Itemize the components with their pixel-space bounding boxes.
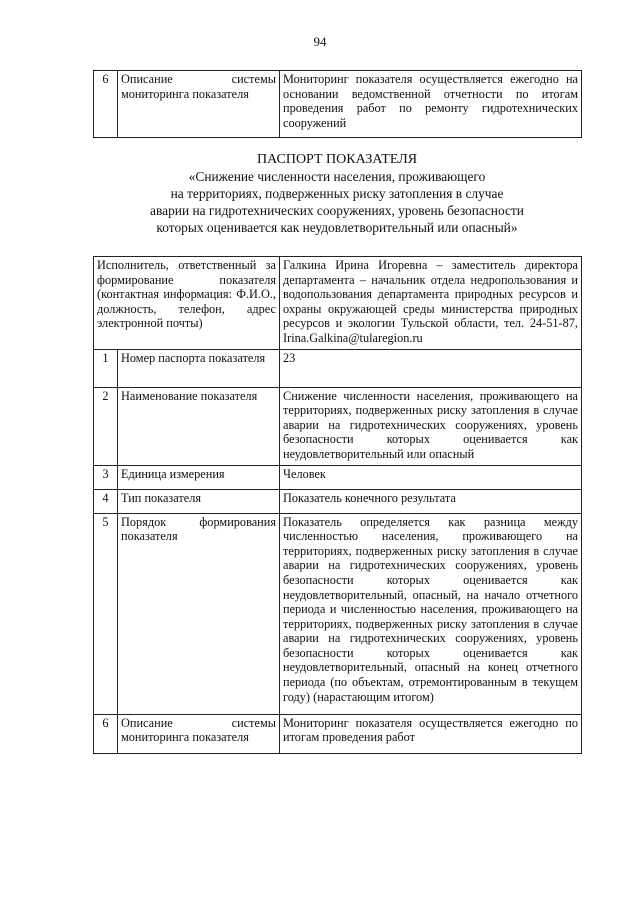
executor-label: Исполнитель, ответственный за формирование показателя (контактная информация: Ф.И.О., должность, телефон, адрес электронной почты)	[94, 257, 280, 350]
row-value: Человек	[280, 465, 582, 489]
row-value: Показатель конечного результата	[280, 489, 582, 513]
row-number: 2	[94, 387, 118, 465]
table-row	[94, 714, 582, 753]
row-label: Единица измерения	[118, 465, 280, 489]
row-label: Наименование показателя	[118, 387, 280, 465]
continued-table	[93, 70, 582, 138]
page-number: 94	[313, 34, 327, 49]
table-row	[94, 513, 582, 714]
passport-subtitle-line: на территориях, подверженных риску затопления в случае	[170, 186, 504, 201]
passport-subtitle-line: аварии на гидротехнических сооружениях, уровень безопасности	[150, 203, 524, 218]
row-label: Тип показателя	[118, 489, 280, 513]
row-number: 6	[94, 71, 118, 138]
passport-subtitle-line: которых оценивается как неудовлетворительный или опасный»	[156, 220, 518, 235]
row-value: Снижение численности населения, проживающего на территориях, подверженных риску затопления в случае аварии на гидротехнических сооружениях, уровень безопасности которых оценивается как неудовлетворительный или опасный	[280, 387, 582, 465]
passport-subtitle-line: «Снижение численности населения, проживающего	[188, 169, 486, 184]
table-row-executor	[94, 257, 582, 350]
row-label: Номер паспорта показателя	[118, 349, 280, 387]
row-value: Мониторинг показателя осуществляется ежегодно на основании ведомственной отчетности по итогам проведения работ по ремонту гидротехнических сооружений	[280, 71, 582, 138]
table-row	[94, 489, 582, 513]
row-label: Описание системы мониторинга показателя	[118, 71, 280, 138]
row-number: 4	[94, 489, 118, 513]
passport-table	[93, 256, 582, 754]
row-label: Описание системы мониторинга показателя	[118, 714, 280, 753]
table-row	[94, 387, 582, 465]
table-row	[94, 465, 582, 489]
table-row	[94, 349, 582, 387]
row-value: Мониторинг показателя осуществляется ежегодно по итогам проведения работ	[280, 714, 582, 753]
row-number: 3	[94, 465, 118, 489]
row-number: 5	[94, 513, 118, 714]
row-label: Порядок формирования показателя	[118, 513, 280, 714]
row-number: 1	[94, 349, 118, 387]
passport-title	[93, 151, 581, 236]
row-value: Показатель определяется как разница между численностью населения, проживающего на территориях, подверженных риску затопления в случае аварии на гидротехнических сооружениях, уровень безопасности которых оценивается как неудовлетворительный, опасный, на начало отчетного периода и численностью населения, проживающего на территориях, подверженных риску затопления в случае аварии на гидротехнических сооружениях, уровень безопасности которых оценивается как неудовлетворительный, опасный на конец отчетного периода (по объектам, отремонтированным в текущем году) (нарастающим итогом)	[280, 513, 582, 714]
row-value: 23	[280, 349, 582, 387]
executor-value: Галкина Ирина Игоревна – заместитель директора департамента – начальник отдела недропользования и водопользования департамента природных ресурсов и охраны окружающей среды министерства природных ресурсов и экологии Тульской области, тел. 24-51-87, Irina.Galkina@tularegion.ru	[280, 257, 582, 350]
table-row	[94, 71, 582, 138]
row-number: 6	[94, 714, 118, 753]
passport-heading: ПАСПОРТ ПОКАЗАТЕЛЯ	[256, 152, 418, 167]
